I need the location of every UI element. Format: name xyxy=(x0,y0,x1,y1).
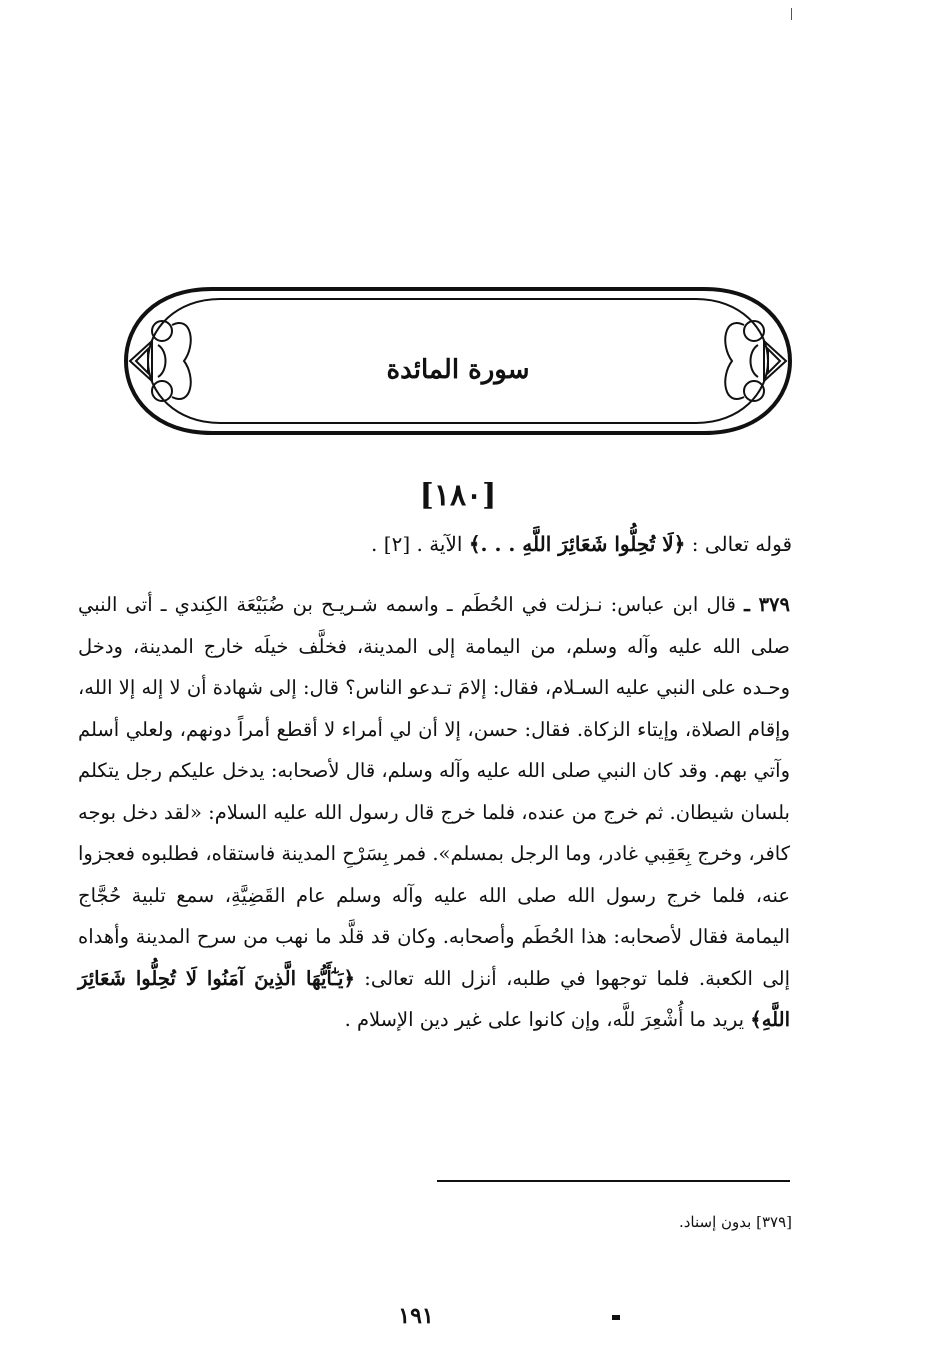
footnote: [٣٧٩] بدون إسناد. xyxy=(678,1213,792,1231)
narration-text-2: يريد ما أُشْعِرَ للَّه، وإن كانوا على غير دين الإسلام . xyxy=(344,1008,745,1031)
page-number: ١٩١ xyxy=(398,1303,434,1329)
scan-mark xyxy=(791,8,792,20)
surah-title: سورة المائدة xyxy=(386,355,530,385)
verse-prefix: قوله تعالى : xyxy=(691,532,792,556)
narration-paragraph xyxy=(78,584,790,1041)
footnote-divider xyxy=(437,1180,790,1182)
verse-intro xyxy=(152,532,792,556)
print-mark xyxy=(612,1315,620,1320)
verse-suffix: الآية . [٢] . xyxy=(371,532,463,556)
verse-quran: ﴿لَا تُحِلُّوا شَعَائِرَ اللَّهِ . . .﴾ xyxy=(468,532,686,556)
section-number: [١٨٠] xyxy=(419,478,497,513)
narration-quran: ﴿يَـٰٓأَيُّهَا الَّذِينَ آمَنُوا لَا تُحِلُّوا شَعَائِرَ اللَّهِ﴾ xyxy=(78,966,790,1031)
narration-text-1: قال ابن عباس: نـزلت في الحُطَم ـ واسمه شـريـح بن ضُبَيْعَة الكِندي ـ أتى النبي صلى الله عليه وآله وسلم، من اليمامة إلى المدينة، فخلَّف خيلَه خارج المدينة، ودخل وحـده على النبي عليه السـلام، فقال: إلامَ تـدعو الناس؟ قال: إلى شهادة أن لا إله إلا الله، وإقام الصلاة، وإيتاء الزكاة. فقال: حسن، إلا أن لي أمراء لا أقطع أمراً دونهم، ولعلي أسلم وآتي بهم. وقد كان النبي صلى الله عليه وآله وسلم، قال لأصحابه: يدخل عليكم رجل يتكلم بلسان شيطان. ثم خرج من عنده، فلما خرج قال رسول الله عليه السلام: «لقد دخل بوجه كافر، وخرج بِعَقِبي غادر، وما الرجل بمسلم». فمر بِسَرْحِ المدينة فاستقاه، فطلبوه فعجزوا عنه، فلما خرج رسول الله صلى الله عليه وآله وسلم عام القَضِيَّةِ، سمع تلبية حُجَّاج اليمامة فقال لأصحابه: هذا الحُطَم وأصحابه. وكان قد قلَّد ما نهب من سرح المدينة وأهداه إلى الكعبة. فلما توجهوا في طلبه، أنزل الله تعالى: xyxy=(78,593,790,990)
narration-number: ٣٧٩ ـ xyxy=(744,593,790,616)
